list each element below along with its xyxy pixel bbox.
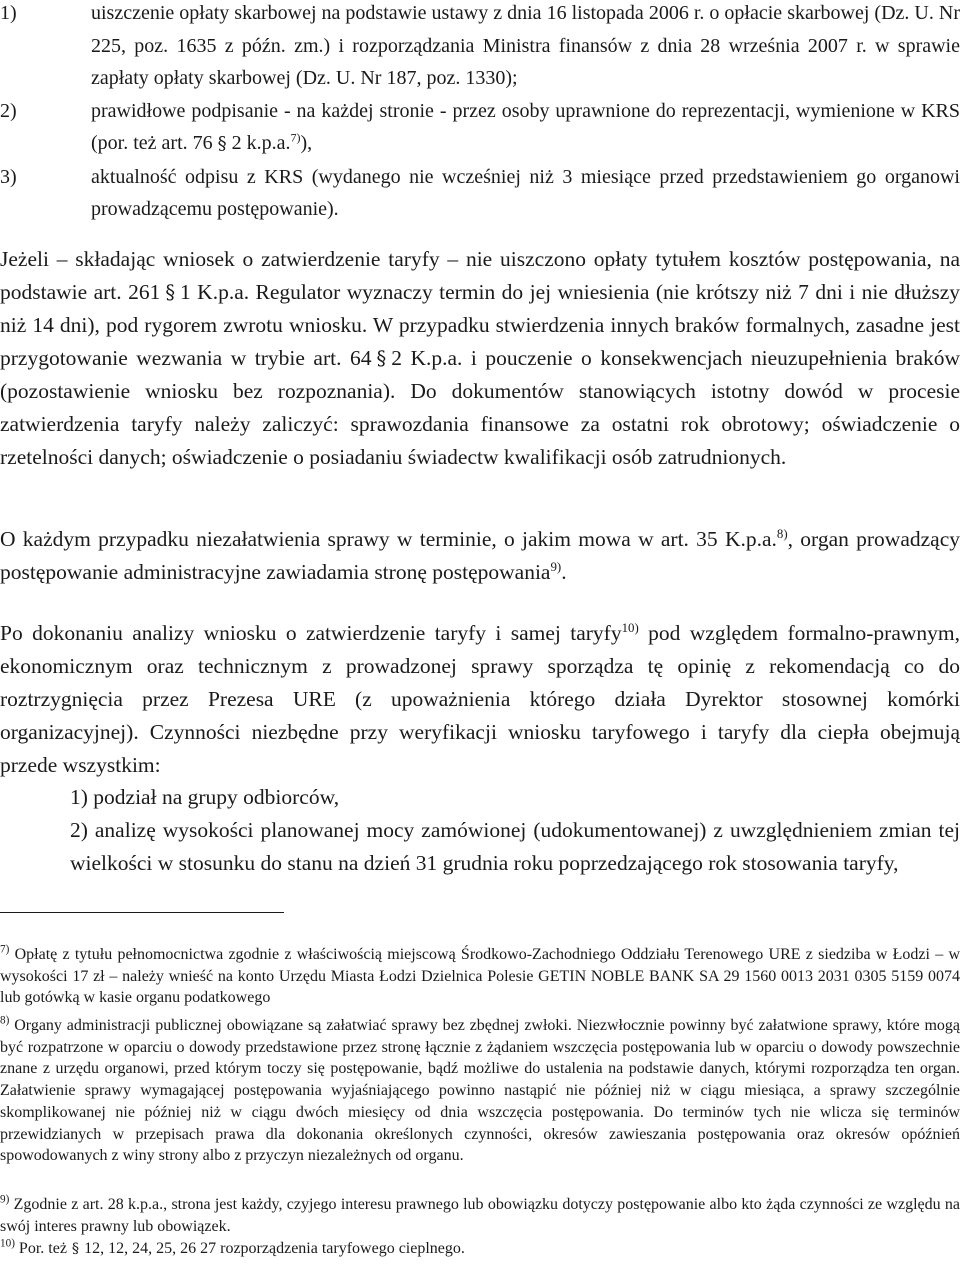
paragraph-fees [0,243,960,474]
footnote-ref[interactable]: 9) [550,559,562,574]
footnote-ref[interactable]: 7) [290,130,301,145]
footnote-7 [0,944,960,1009]
footnote-10 [0,1238,960,1261]
list-item-text: uiszczenie opłaty skarbowej na podstawie ustawy z dnia 16 listopada 2006 r. o opłacie skarbowej (Dz. U. Nr 225, poz. 1635 z późn. zm.) i rozporządzania Ministra finansów z dnia 28 września 2007 r. w sprawie zapłaty opłaty skarbowej (Dz. U. Nr 187, poz. 1330); [91,2,960,89]
list-item-number: 1) [0,2,17,24]
list-item-text: 2 k.p.a. [231,132,291,154]
list-item-text: ), [300,132,313,154]
paragraph-text: , organ prowadzący postępowanie administracyjne zawiadamia stronę postępowania [0,527,960,584]
paragraph-text: O każdym przypadku niezałatwienia sprawy w terminie, o jakim mowa w art. 35 K.p.a. [0,527,777,551]
section-sign: § [71,1241,80,1257]
list-item-number: 2) [0,99,17,122]
footnote-marker: 8) [0,1014,10,1027]
paragraph-text: Po dokonaniu analizy wniosku o zatwierdzenie taryfy i samej taryfy [0,621,622,645]
list-item [0,161,960,226]
list-item [0,0,960,95]
list-item-text: prawidłowe podpisanie - na każdej stronie - przez osoby uprawnione do reprezentacji, wymienione w KRS (por. też art. 76 [91,99,960,154]
footnote-text: Por. też [18,1240,67,1257]
footnote-8 [0,1015,960,1167]
paragraph-text: 1 K.p.a. Regulator wyznaczy termin do jej wniesienia (nie krótszy niż 7 dni i nie dłuższy niż 14 dni), pod rygorem zwrotu wniosku. W przypadku stwierdzenia innych braków formalnych, zasadne jest przygotowanie wezwania w trybie art. 64 [0,280,960,370]
list-item [0,95,960,161]
activities-list [70,781,960,880]
footnote-text: Organy administracji publicznej obowiązane są załatwiać sprawy bez zbędnej zwłoki. Niezwłocznie powinny być załatwione sprawy, które mogą być rozpatrzone w oparciu o dowody przedstawione przez stronę łącznie z żądaniem wszczęcia postępowania lub w oparciu o dowody powszechnie znane z urzędu organowi, przed którym toczy się postępowanie, bądź możliwe do ustalenia na podstawie danych, którymi rozporządza ten organ. Załatwienie sprawy wymagającej postępowania wyjaśniającego powinno nastąpić nie później niż w ciągu miesiąca, a sprawy szczególnie skomplikowanej nie później niż w ciągu dwóch miesięcy od dnia wszczęcia postępowania. Do terminów tych nie wlicza się terminów przewidzianych w przepisach prawa dla dokonania określonych czynności, okresów zawieszania postępowania oraz okresów opóźnień spowodowanych z winy strony albo z przyczyn niezależnych od organu. [0,1017,960,1165]
footnote-marker: 10) [0,1237,15,1250]
list-item-text: aktualność odpisu z KRS (wydanego nie wcześniej niż 3 miesiące przed przedstawieniem go organowi prowadzącemu postępowanie). [91,165,960,220]
footnote-marker: 9) [0,1193,10,1206]
paragraph-text: Jeżeli – składając wniosek o zatwierdzenie taryfy – nie uiszczono opłaty tytułem kosztów postępowania, na podstawie art. 261 [0,247,960,304]
list-item: 2) analizę wysokości planowanej mocy zamówionej (udokumentowanej) z uwzględnieniem zmian tej wielkości w stosunku do stanu na dzień 31 grudnia roku poprzedzającego rok stosowania taryfy, [70,818,960,875]
footnote-text: Zgodnie z art. 28 k.p.a., strona jest każdy, czyjego interesu prawnego lub obowiązku dotyczy postępowanie albo kto żąda czynności ze względu na swój interes prawny lub obowiązek. [0,1196,960,1235]
footnote-text: Opłatę z tytułu pełnomocnictwa zgodnie z właściwością miejscową Środkowo-Zachodniego Oddziału Terenowego URE z siedziba w Łodzi – w wysokości 17 zł – należy wnieść na konto Urzędu Miasta Łodzi Dzielnica Polesie GETIN NOBLE BANK SA 29 1560 0013 2031 0305 5159 0074 lub gotówką w kasie organu podatkowego [0,946,960,1007]
footnote-text: 12, 12, 24, 25, 26 27 rozporządzenia taryfowego cieplnego. [84,1240,465,1257]
list-item: 1) podział na grupy odbiorców, [70,785,340,809]
footnote-ref[interactable]: 8) [776,526,788,541]
footnote-marker: 7) [0,943,10,956]
paragraph-text: . [561,560,567,584]
requirements-list [0,0,960,226]
section-sign: § [165,281,175,304]
footnote-ref[interactable]: 10) [621,620,639,635]
list-item-number: 3) [0,165,17,188]
footnote-9 [0,1194,960,1237]
paragraph-delay [0,523,960,589]
footnote-separator [0,912,284,913]
paragraph-text: pod względem formalno-prawnym, ekonomicznym oraz technicznym z prowadzonej sprawy sporządza tę opinię z rekomendacją co do roztrzygnięcia przez Prezesa URE (z upoważnienia którego działa Dyrektor stosownej komórki organizacyjnej). Czynności niezbędne przy weryfikacji wniosku taryfowego i taryfy dla ciepła obejmują przede wszystkim: [0,621,960,777]
paragraph-text: 2 K.p.a. i pouczenie o konsekwencjach nieuzupełnienia braków (pozostawienie wniosku bez rozpoznania). Do dokumentów stanowiących istotny dowód w procesie zatwierdzenia taryfy należy zaliczyć: sprawozdania finansowe za ostatni rok obrotowy; oświadczenie o rzetelności danych; oświadczenie o posiadaniu świadectw kwalifikacji osób zatrudnionych. [0,346,960,469]
section-sign: § [376,347,387,370]
section-sign: § [217,133,227,154]
paragraph-analysis [0,617,960,782]
